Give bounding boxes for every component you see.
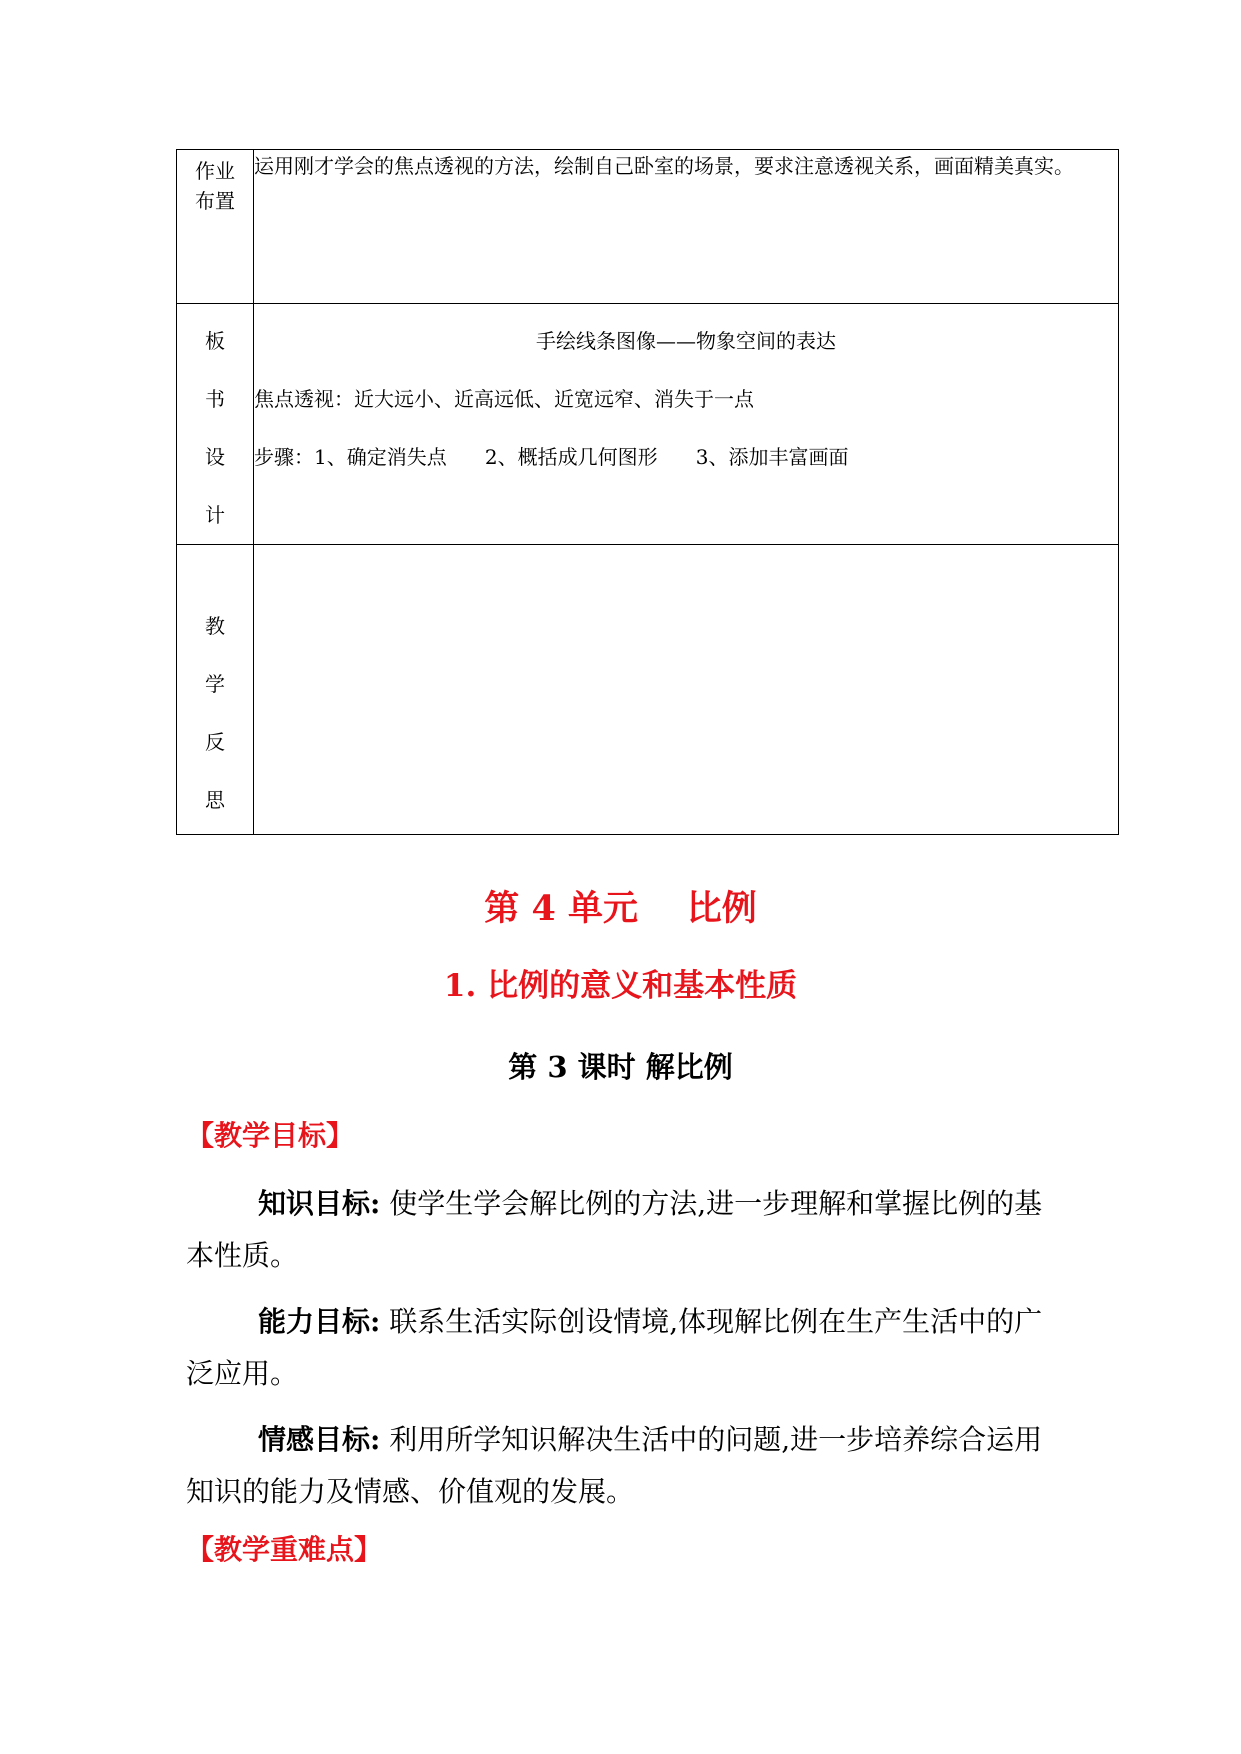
key-points-heading: 【教学重难点】 bbox=[186, 1533, 383, 1566]
lesson-plan-table bbox=[176, 149, 1119, 835]
reflection-label-char-1: 教 bbox=[205, 614, 225, 638]
knowledge-goal-label: 知识目标: bbox=[258, 1187, 381, 1220]
homework-label-line-2: 布置 bbox=[195, 189, 235, 213]
board-content-cell bbox=[254, 304, 1119, 545]
homework-label-line-1: 作业 bbox=[195, 159, 235, 183]
board-title: 手绘线条图像——物象空间的表达 bbox=[536, 329, 836, 353]
ability-goal-label: 能力目标: bbox=[258, 1305, 381, 1338]
emotion-goal-paragraph bbox=[186, 1414, 1066, 1518]
ability-goal-paragraph bbox=[186, 1296, 1066, 1400]
section-title: 1. 比例的意义和基本性质 bbox=[443, 968, 798, 1004]
table-row-reflection bbox=[177, 545, 1119, 835]
reflection-label-char-2: 学 bbox=[205, 672, 225, 696]
emotion-goal-label: 情感目标: bbox=[258, 1423, 381, 1456]
reflection-label-char-4: 思 bbox=[205, 788, 225, 812]
lesson-title: 第 3 课时 解比例 bbox=[508, 1050, 733, 1084]
board-label-char-4: 计 bbox=[205, 503, 225, 527]
board-label-cell bbox=[177, 304, 254, 545]
reflection-label-char-3: 反 bbox=[205, 730, 225, 754]
unit-title: 第 4 单元 比例 bbox=[484, 888, 757, 929]
reflection-label-cell bbox=[177, 545, 254, 835]
homework-content: 运用刚才学会的焦点透视的方法，绘制自己卧室的场景，要求注意透视关系，画面精美真实。 bbox=[254, 150, 1119, 304]
board-line-focal-perspective: 焦点透视：近大远小、近高远低、近宽远窄、消失于一点 bbox=[254, 387, 754, 411]
table-row-board-design bbox=[177, 304, 1119, 545]
board-line-steps: 步骤：1、确定消失点 2、概括成几何图形 3、添加丰富画面 bbox=[254, 445, 849, 469]
board-label-char-3: 设 bbox=[205, 445, 225, 469]
emotion-goal-text: 利用所学知识解决生活中的问题,进一步培养综合运用知识的能力及情感、价值观的发展。 bbox=[186, 1423, 1043, 1508]
table-row-homework bbox=[177, 150, 1119, 304]
teaching-goals-heading: 【教学目标】 bbox=[186, 1119, 355, 1152]
ability-goal-text: 联系生活实际创设情境,体现解比例在生产生活中的广泛应用。 bbox=[186, 1305, 1043, 1390]
knowledge-goal-paragraph bbox=[186, 1178, 1066, 1282]
knowledge-goal-text: 使学生学会解比例的方法,进一步理解和掌握比例的基本性质。 bbox=[186, 1187, 1043, 1272]
reflection-content bbox=[254, 545, 1119, 835]
board-label-char-1: 板 bbox=[205, 329, 225, 353]
board-label-char-2: 书 bbox=[205, 387, 225, 411]
homework-label-cell bbox=[177, 150, 254, 304]
